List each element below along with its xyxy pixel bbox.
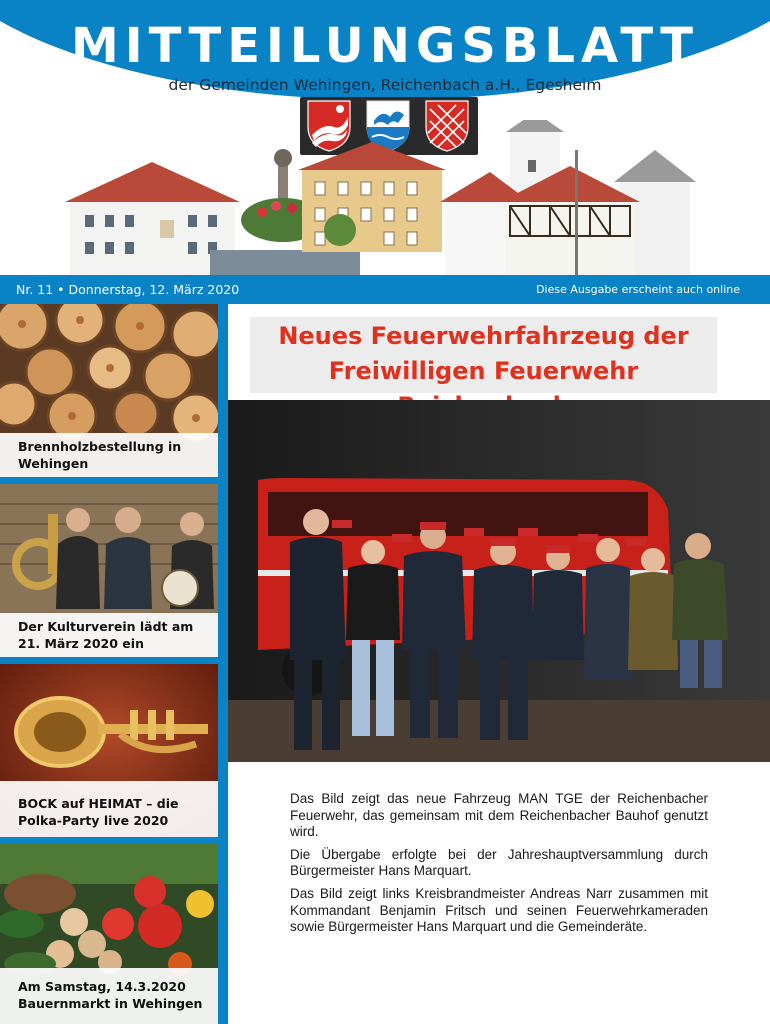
sidebar-item-label: Brennholzbestellung in Wehingen bbox=[0, 433, 218, 477]
headline-line-1: Neues Feuerwehrfahrzeug der bbox=[278, 322, 689, 350]
sidebar-item-label: BOCK auf HEIMAT – die Polka-Party live 2020 bbox=[0, 781, 218, 837]
article-paragraph: Das Bild zeigt das neue Fahrzeug MAN TGE der Reichenbacher Feuerwehr, das gemeinsam mit dem Reichenbacher Bauhof genutzt wird. bbox=[290, 791, 708, 840]
publication-title: MITTEILUNGSBLATT bbox=[70, 18, 700, 74]
article-body bbox=[290, 791, 708, 942]
sidebar-item-kulturverein[interactable] bbox=[0, 484, 218, 657]
article-paragraph: Das Bild zeigt links Kreisbrandmeister Andreas Narr zusammen mit Kommandant Benjamin Fritsch und seinen Feuerwehrkameraden sowie Bürgermeister Hans Marquart und die Gemeinderäte. bbox=[290, 885, 708, 935]
sidebar-item-firewood[interactable] bbox=[0, 304, 218, 477]
issue-bar bbox=[0, 275, 770, 304]
sidebar-item-bauernmarkt[interactable] bbox=[0, 844, 218, 1024]
sidebar-item-label: Am Samstag, 14.3.2020 Bauernmarkt in Wehingen bbox=[0, 968, 218, 1024]
headline-line-2: Freiwilligen Feuerwehr bbox=[328, 357, 639, 385]
town-buildings-illustration bbox=[40, 120, 730, 275]
issue-date: Nr. 11 • Donnerstag, 12. März 2020 bbox=[16, 282, 240, 297]
online-note: Diese Ausgabe erscheint auch online bbox=[536, 283, 740, 296]
sidebar bbox=[0, 304, 228, 1024]
article-paragraph: Die Übergabe erfolgte bei der Jahreshauptversammlung durch Bürgermeister Hans Marquart. bbox=[290, 846, 708, 879]
article-photo[interactable] bbox=[228, 400, 770, 762]
publication-subtitle: der Gemeinden Wehingen, Reichenbach a.H., Egesheim bbox=[168, 76, 602, 94]
masthead bbox=[0, 0, 770, 275]
sidebar-item-polka-party[interactable] bbox=[0, 664, 218, 837]
sidebar-item-label: Der Kulturverein lädt am 21. März 2020 ein bbox=[0, 613, 218, 657]
firefighters-group-photo bbox=[228, 400, 770, 762]
